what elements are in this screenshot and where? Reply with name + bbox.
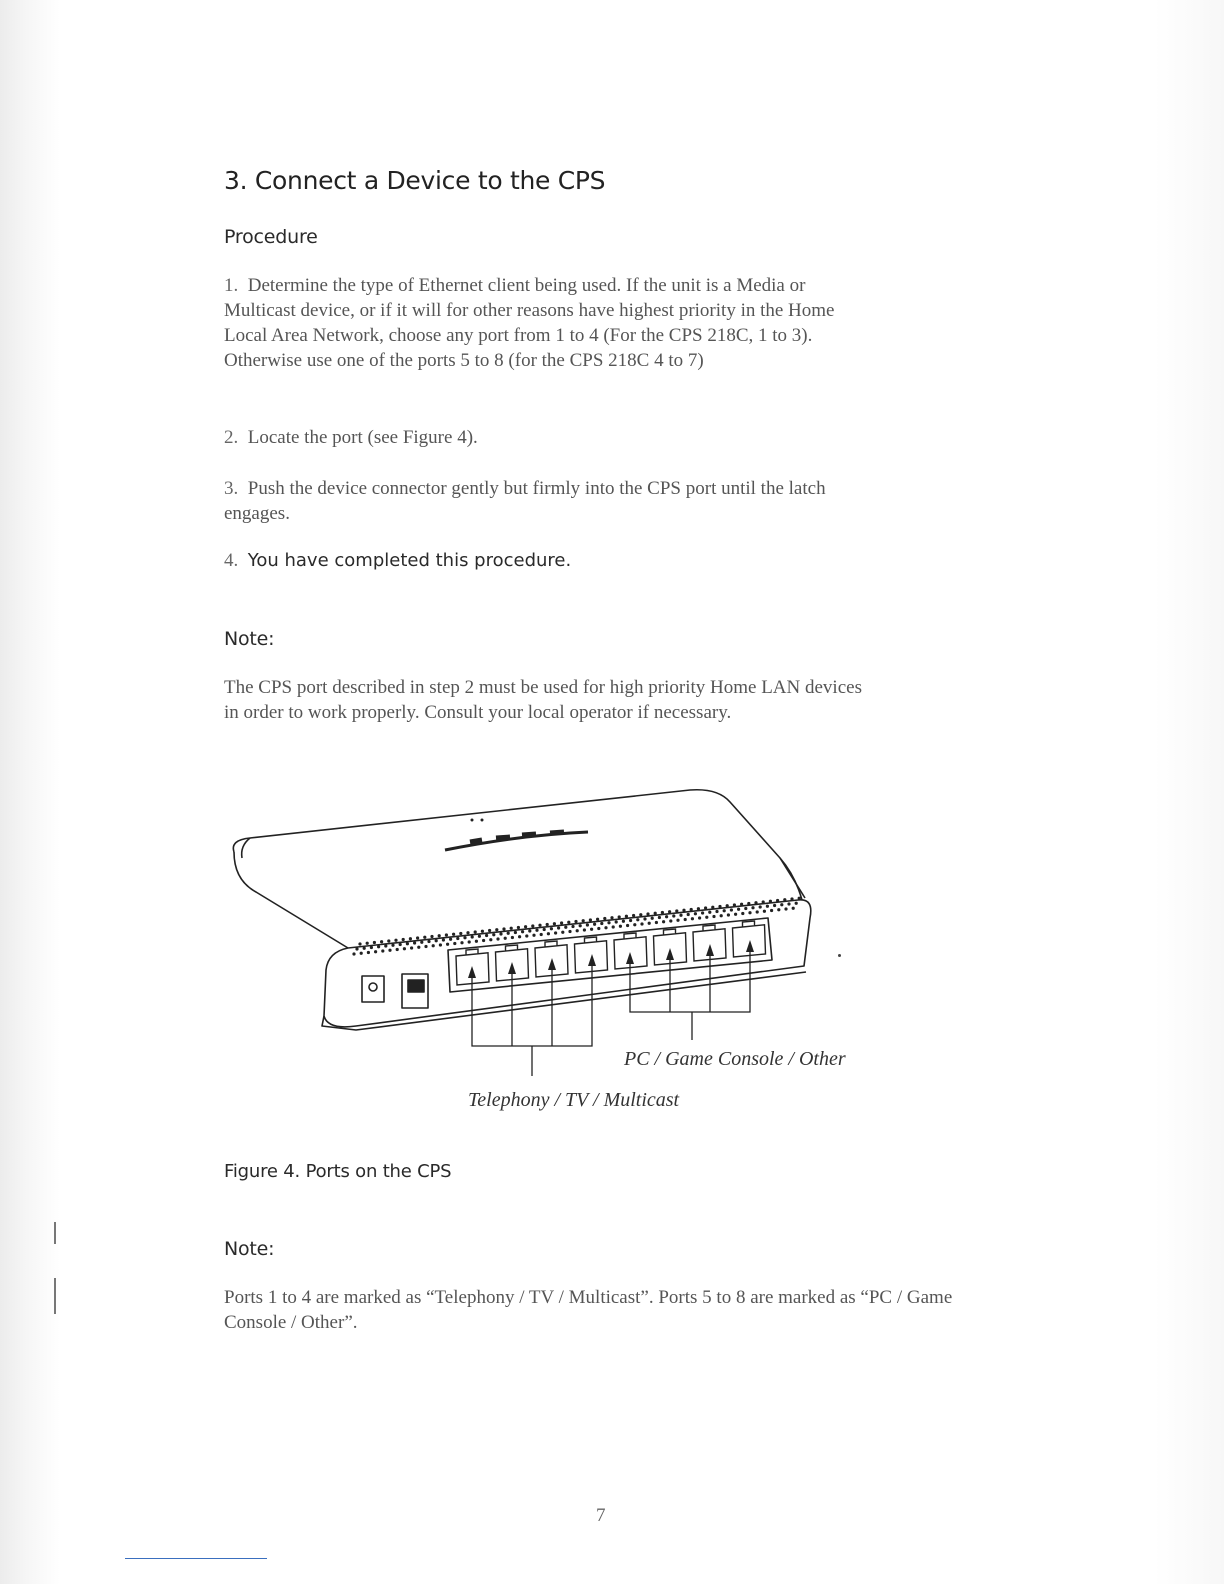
vent-hole bbox=[708, 911, 711, 914]
vent-hole bbox=[636, 918, 639, 921]
vent-hole bbox=[639, 913, 642, 916]
vent-hole bbox=[366, 942, 369, 945]
vent-hole bbox=[403, 947, 406, 950]
step-text: Push the device connector gently but firmly into the CPS port until the latch engages. bbox=[224, 478, 826, 524]
vent-hole bbox=[626, 924, 629, 927]
vent-hole bbox=[481, 930, 484, 933]
vent-hole bbox=[554, 931, 557, 934]
vent-hole bbox=[607, 921, 610, 924]
vent-hole bbox=[734, 913, 737, 916]
vent-hole bbox=[468, 940, 471, 943]
vent-hole bbox=[460, 941, 463, 944]
vent-hole bbox=[511, 936, 514, 939]
vent-hole bbox=[718, 905, 721, 908]
vent-hole bbox=[780, 903, 783, 906]
vent-hole bbox=[410, 946, 413, 949]
vent-hole bbox=[658, 916, 661, 919]
vent-hole bbox=[726, 904, 729, 907]
vent-hole bbox=[679, 914, 682, 917]
vent-hole bbox=[546, 923, 549, 926]
vent-hole bbox=[730, 908, 733, 911]
vent-hole bbox=[489, 938, 492, 941]
footnote-rule bbox=[125, 1558, 267, 1559]
vent-hole bbox=[446, 943, 449, 946]
vent-hole bbox=[741, 912, 744, 915]
vent-hole bbox=[531, 924, 534, 927]
vent-hole bbox=[571, 925, 574, 928]
binder-mark bbox=[54, 1278, 56, 1314]
vent-hole bbox=[747, 902, 750, 905]
vent-hole bbox=[690, 908, 693, 911]
vent-hole bbox=[705, 916, 708, 919]
step-3 bbox=[224, 476, 864, 526]
vent-hole bbox=[524, 925, 527, 928]
vent-hole bbox=[648, 922, 651, 925]
vent-hole bbox=[597, 927, 600, 930]
ethernet-port-icon bbox=[575, 937, 608, 973]
vent-hole bbox=[798, 897, 801, 900]
vent-hole bbox=[499, 932, 502, 935]
vent-hole bbox=[668, 910, 671, 913]
vent-hole bbox=[399, 943, 402, 946]
note-heading: Note: bbox=[224, 1238, 275, 1260]
vent-hole bbox=[518, 935, 521, 938]
vent-hole bbox=[665, 915, 668, 918]
vent-hole bbox=[590, 928, 593, 931]
vent-hole bbox=[517, 926, 520, 929]
step-text: Locate the port (see Figure 4). bbox=[247, 427, 478, 448]
vent-hole bbox=[391, 944, 394, 947]
vent-hole bbox=[482, 939, 485, 942]
vent-hole bbox=[355, 947, 358, 950]
figure-caption: Figure 4. Ports on the CPS bbox=[224, 1161, 452, 1182]
vent-hole bbox=[792, 907, 795, 910]
vent-hole bbox=[655, 921, 658, 924]
vent-hole bbox=[697, 907, 700, 910]
vent-hole bbox=[463, 936, 466, 939]
vent-hole bbox=[593, 923, 596, 926]
vent-hole bbox=[423, 936, 426, 939]
vent-hole bbox=[388, 949, 391, 952]
vent-hole bbox=[452, 933, 455, 936]
procedure-heading: Procedure bbox=[224, 226, 318, 248]
note-text: The CPS port described in step 2 must be used for high priority Home LAN devices in order to work properly. Consult your local operator if necessary. bbox=[224, 677, 862, 723]
vent-hole bbox=[676, 919, 679, 922]
logo-icon bbox=[445, 819, 588, 851]
note-text: Ports 1 to 4 are marked as “Telephony / TV / Multicast”. Ports 5 to 8 are marked as “PC / Game Console / Other”. bbox=[224, 1287, 953, 1333]
vent-hole bbox=[612, 925, 615, 928]
vent-hole bbox=[720, 914, 723, 917]
vent-hole bbox=[430, 935, 433, 938]
vent-hole bbox=[495, 928, 498, 931]
vent-hole bbox=[701, 911, 704, 914]
vent-hole bbox=[694, 912, 697, 915]
step-number: 1. bbox=[224, 275, 239, 296]
vent-hole bbox=[507, 932, 510, 935]
vent-hole bbox=[396, 948, 399, 951]
vent-hole bbox=[352, 952, 355, 955]
vent-hole bbox=[619, 925, 622, 928]
vent-hole bbox=[751, 906, 754, 909]
vent-hole bbox=[360, 952, 363, 955]
scan-margin-shadow bbox=[0, 0, 60, 1584]
vent-hole bbox=[557, 926, 560, 929]
vent-hole bbox=[540, 933, 543, 936]
step-number: 3. bbox=[224, 478, 239, 499]
note-heading: Note: bbox=[224, 628, 275, 650]
scan-speck bbox=[838, 954, 841, 957]
vent-hole bbox=[783, 898, 786, 901]
vent-hole bbox=[432, 944, 435, 947]
vent-hole bbox=[435, 939, 438, 942]
vent-hole bbox=[543, 928, 546, 931]
vent-hole bbox=[776, 899, 779, 902]
vent-hole bbox=[445, 933, 448, 936]
vent-hole bbox=[640, 922, 643, 925]
vent-hole bbox=[550, 927, 553, 930]
vent-hole bbox=[488, 929, 491, 932]
step-2 bbox=[224, 425, 864, 450]
vent-hole bbox=[723, 909, 726, 912]
vent-hole bbox=[370, 946, 373, 949]
vent-hole bbox=[535, 929, 538, 932]
vent-hole bbox=[698, 916, 701, 919]
vent-hole bbox=[384, 944, 387, 947]
step-4 bbox=[224, 550, 571, 572]
vent-hole bbox=[438, 934, 441, 937]
page-number: 7 bbox=[596, 1505, 606, 1526]
vent-hole bbox=[514, 931, 517, 934]
vent-hole bbox=[409, 937, 412, 940]
vent-hole bbox=[711, 906, 714, 909]
vent-hole bbox=[651, 917, 654, 920]
vent-hole bbox=[402, 938, 405, 941]
vent-hole bbox=[582, 919, 585, 922]
vent-hole bbox=[525, 934, 528, 937]
vent-hole bbox=[502, 927, 505, 930]
vent-hole bbox=[413, 941, 416, 944]
label-telephony-tv: Telephony / TV / Multicast bbox=[468, 1089, 680, 1111]
vent-hole bbox=[744, 907, 747, 910]
vent-hole bbox=[374, 950, 377, 953]
vent-hole bbox=[618, 915, 621, 918]
vent-hole bbox=[475, 940, 478, 943]
vent-hole bbox=[579, 924, 582, 927]
vent-hole bbox=[532, 934, 535, 937]
vent-hole bbox=[492, 933, 495, 936]
binder-mark bbox=[54, 1222, 56, 1244]
vent-hole bbox=[712, 915, 715, 918]
vent-hole bbox=[625, 915, 628, 918]
vent-hole bbox=[740, 903, 743, 906]
vent-hole bbox=[363, 947, 366, 950]
vent-hole bbox=[643, 917, 646, 920]
step-1 bbox=[224, 273, 864, 373]
vent-hole bbox=[358, 942, 361, 945]
vent-hole bbox=[510, 927, 513, 930]
vent-hole bbox=[380, 940, 383, 943]
vent-hole bbox=[629, 919, 632, 922]
vent-hole bbox=[478, 935, 481, 938]
vent-hole bbox=[528, 929, 531, 932]
vent-hole bbox=[600, 922, 603, 925]
vent-hole bbox=[466, 931, 469, 934]
vent-hole bbox=[604, 926, 607, 929]
section-title: 3. Connect a Device to the CPS bbox=[224, 166, 606, 195]
vent-hole bbox=[439, 943, 442, 946]
vent-hole bbox=[538, 924, 541, 927]
vent-hole bbox=[449, 938, 452, 941]
vent-hole bbox=[564, 926, 567, 929]
vent-hole bbox=[787, 902, 790, 905]
vent-hole bbox=[691, 917, 694, 920]
vent-hole bbox=[704, 906, 707, 909]
vent-hole bbox=[474, 930, 477, 933]
vent-hole bbox=[377, 945, 380, 948]
vent-hole bbox=[521, 930, 524, 933]
vent-hole bbox=[586, 923, 589, 926]
vent-hole bbox=[485, 934, 488, 937]
vent-hole bbox=[759, 905, 762, 908]
vent-hole bbox=[576, 929, 579, 932]
vent-hole bbox=[589, 918, 592, 921]
vent-hole bbox=[427, 940, 430, 943]
vent-hole bbox=[568, 930, 571, 933]
vent-hole bbox=[547, 932, 550, 935]
vent-hole bbox=[762, 900, 765, 903]
vent-hole bbox=[381, 949, 384, 952]
vent-hole bbox=[560, 921, 563, 924]
vent-hole bbox=[756, 910, 759, 913]
vent-hole bbox=[669, 919, 672, 922]
vent-hole bbox=[763, 910, 766, 913]
step-number: 2. bbox=[224, 427, 239, 448]
vent-hole bbox=[610, 916, 613, 919]
vent-hole bbox=[633, 923, 636, 926]
vent-hole bbox=[553, 922, 556, 925]
vent-hole bbox=[687, 913, 690, 916]
vent-hole bbox=[727, 913, 730, 916]
vent-hole bbox=[394, 939, 397, 942]
vent-hole bbox=[416, 936, 419, 939]
vent-hole bbox=[684, 918, 687, 921]
step-text: You have completed this procedure. bbox=[247, 550, 572, 571]
vent-hole bbox=[769, 900, 772, 903]
vent-hole bbox=[654, 912, 657, 915]
vent-hole bbox=[682, 909, 685, 912]
vent-hole bbox=[420, 941, 423, 944]
vent-hole bbox=[784, 907, 787, 910]
vent-hole bbox=[406, 942, 409, 945]
vent-hole bbox=[615, 920, 618, 923]
step-number: 4. bbox=[224, 550, 239, 571]
vent-hole bbox=[661, 911, 664, 914]
vent-hole bbox=[596, 918, 599, 921]
vent-hole bbox=[770, 909, 773, 912]
vent-hole bbox=[754, 901, 757, 904]
vent-hole bbox=[561, 931, 564, 934]
step-text: Determine the type of Ethernet client being used. If the unit is a Media or Multicast device, or if it will for other reasons have highest priority in the Home Local Area Network, choose any port from 1 to 4 (For the CPS 218C, 1 to 3). Otherwise use one of the ports 5 to 8 (for the CPS 218C 4 to 7) bbox=[224, 275, 835, 371]
label-pc-game-console: PC / Game Console / Other bbox=[624, 1048, 846, 1070]
vent-hole bbox=[790, 897, 793, 900]
vent-hole bbox=[453, 942, 456, 945]
scan-margin-shadow-right bbox=[1154, 0, 1224, 1584]
vent-hole bbox=[672, 914, 675, 917]
vent-hole bbox=[662, 920, 665, 923]
vent-hole bbox=[373, 941, 376, 944]
vent-hole bbox=[795, 902, 798, 905]
vent-hole bbox=[417, 946, 420, 949]
vent-hole bbox=[574, 920, 577, 923]
vent-hole bbox=[471, 935, 474, 938]
vent-hole bbox=[646, 912, 649, 915]
vent-hole bbox=[733, 903, 736, 906]
vent-hole bbox=[387, 939, 390, 942]
vent-hole bbox=[459, 932, 462, 935]
vent-hole bbox=[766, 905, 769, 908]
vent-hole bbox=[622, 920, 625, 923]
vent-hole bbox=[715, 910, 718, 913]
vent-hole bbox=[675, 909, 678, 912]
vent-hole bbox=[773, 904, 776, 907]
vent-hole bbox=[748, 911, 751, 914]
vent-hole bbox=[456, 937, 459, 940]
vent-hole bbox=[777, 908, 780, 911]
vent-hole bbox=[632, 914, 635, 917]
vent-hole bbox=[737, 908, 740, 911]
vent-hole bbox=[442, 938, 445, 941]
vent-hole bbox=[504, 937, 507, 940]
vent-hole bbox=[367, 951, 370, 954]
vent-hole bbox=[603, 917, 606, 920]
vent-hole bbox=[567, 921, 570, 924]
vent-hole bbox=[583, 928, 586, 931]
vent-hole bbox=[424, 945, 427, 948]
vent-hole bbox=[496, 937, 499, 940]
